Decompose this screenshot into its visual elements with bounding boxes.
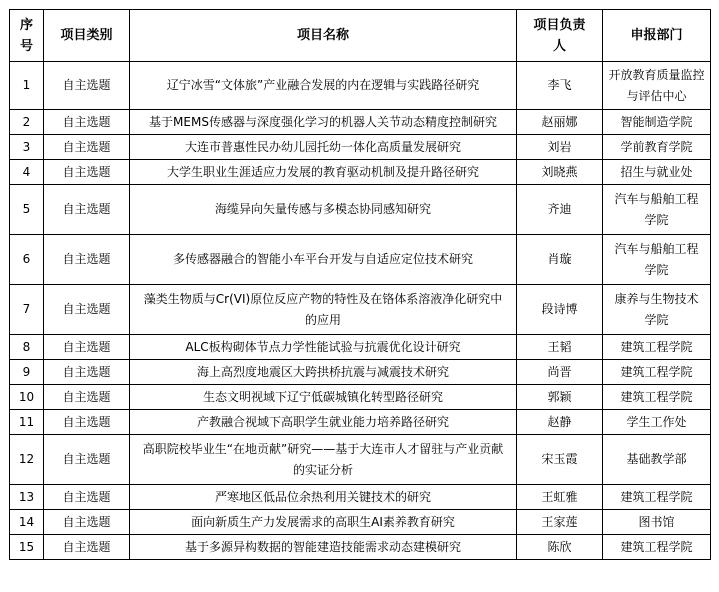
cell-leader: 赵静: [517, 410, 603, 435]
cell-category: 自主选题: [44, 110, 130, 135]
cell-dept: 建筑工程学院: [603, 485, 711, 510]
cell-category: 自主选题: [44, 335, 130, 360]
table-row: [10, 510, 711, 535]
cell-leader: 段诗博: [517, 285, 603, 335]
cell-no: 14: [10, 510, 44, 535]
cell-dept: 学前教育学院: [603, 135, 711, 160]
table-row: [10, 135, 711, 160]
cell-no: 15: [10, 535, 44, 560]
table-row: [10, 435, 711, 485]
cell-leader: 刘晓燕: [517, 160, 603, 185]
table-row: [10, 160, 711, 185]
header-leader: 项目负责人: [517, 10, 603, 62]
cell-name: 海缆异向矢量传感与多模态协同感知研究: [130, 185, 517, 235]
cell-dept: 康养与生物技术学院: [603, 285, 711, 335]
cell-name: 产教融合视域下高职学生就业能力培养路径研究: [130, 410, 517, 435]
header-category: 项目类别: [44, 10, 130, 62]
cell-name: 大连市普惠性民办幼儿园托幼一体化高质量发展研究: [130, 135, 517, 160]
cell-no: 4: [10, 160, 44, 185]
table-row: [10, 62, 711, 110]
table-row: [10, 185, 711, 235]
cell-leader: 郭颖: [517, 385, 603, 410]
cell-dept: 汽车与船舶工程学院: [603, 235, 711, 285]
table-row: [10, 285, 711, 335]
cell-dept: 图书馆: [603, 510, 711, 535]
cell-category: 自主选题: [44, 62, 130, 110]
cell-leader: 王家莲: [517, 510, 603, 535]
cell-name: 藻类生物质与Cr(VI)原位反应产物的特性及在铬体系溶液净化研究中的应用: [130, 285, 517, 335]
cell-dept: 建筑工程学院: [603, 360, 711, 385]
cell-leader: 尚晋: [517, 360, 603, 385]
cell-dept: 招生与就业处: [603, 160, 711, 185]
cell-category: 自主选题: [44, 485, 130, 510]
cell-leader: 王韬: [517, 335, 603, 360]
cell-leader: 肖璇: [517, 235, 603, 285]
project-table-container: [9, 9, 711, 560]
cell-leader: 陈欣: [517, 535, 603, 560]
cell-category: 自主选题: [44, 235, 130, 285]
cell-category: 自主选题: [44, 435, 130, 485]
cell-name: 大学生职业生涯适应力发展的教育驱动机制及提升路径研究: [130, 160, 517, 185]
header-no: 序号: [10, 10, 44, 62]
cell-dept: 智能制造学院: [603, 110, 711, 135]
table-row: [10, 535, 711, 560]
cell-category: 自主选题: [44, 360, 130, 385]
cell-dept: 学生工作处: [603, 410, 711, 435]
cell-leader: 宋玉霞: [517, 435, 603, 485]
cell-leader: 李飞: [517, 62, 603, 110]
cell-category: 自主选题: [44, 135, 130, 160]
cell-no: 6: [10, 235, 44, 285]
cell-leader: 赵丽娜: [517, 110, 603, 135]
cell-name: 严寒地区低品位余热利用关键技术的研究: [130, 485, 517, 510]
cell-name: 生态文明视域下辽宁低碳城镇化转型路径研究: [130, 385, 517, 410]
table-row: [10, 410, 711, 435]
cell-dept: 建筑工程学院: [603, 385, 711, 410]
cell-no: 7: [10, 285, 44, 335]
cell-name: ALC板构砌体节点力学性能试验与抗震优化设计研究: [130, 335, 517, 360]
cell-name: 基于多源异构数据的智能建造技能需求动态建模研究: [130, 535, 517, 560]
cell-name: 基于MEMS传感器与深度强化学习的机器人关节动态精度控制研究: [130, 110, 517, 135]
table-row: [10, 360, 711, 385]
cell-dept: 汽车与船舶工程学院: [603, 185, 711, 235]
cell-name: 面向新质生产力发展需求的高职生AI素养教育研究: [130, 510, 517, 535]
cell-name: 多传感器融合的智能小车平台开发与自适应定位技术研究: [130, 235, 517, 285]
cell-no: 10: [10, 385, 44, 410]
table-row: [10, 335, 711, 360]
cell-no: 9: [10, 360, 44, 385]
cell-no: 5: [10, 185, 44, 235]
cell-dept: 基础教学部: [603, 435, 711, 485]
table-row: [10, 235, 711, 285]
cell-leader: 齐迪: [517, 185, 603, 235]
cell-leader: 刘岩: [517, 135, 603, 160]
cell-dept: 建筑工程学院: [603, 535, 711, 560]
cell-category: 自主选题: [44, 535, 130, 560]
project-table: [9, 9, 711, 560]
table-row: [10, 385, 711, 410]
cell-name: 高职院校毕业生“在地贡献”研究——基于大连市人才留驻与产业贡献的实证分析: [130, 435, 517, 485]
cell-no: 1: [10, 62, 44, 110]
cell-category: 自主选题: [44, 385, 130, 410]
cell-no: 13: [10, 485, 44, 510]
cell-no: 2: [10, 110, 44, 135]
cell-dept: 开放教育质量监控与评估中心: [603, 62, 711, 110]
cell-no: 3: [10, 135, 44, 160]
cell-no: 8: [10, 335, 44, 360]
cell-category: 自主选题: [44, 185, 130, 235]
cell-category: 自主选题: [44, 510, 130, 535]
header-dept: 申报部门: [603, 10, 711, 62]
cell-name: 海上高烈度地震区大跨拱桥抗震与减震技术研究: [130, 360, 517, 385]
cell-no: 12: [10, 435, 44, 485]
header-row: [10, 10, 711, 62]
cell-name: 辽宁冰雪“文体旅”产业融合发展的内在逻辑与实践路径研究: [130, 62, 517, 110]
table-row: [10, 485, 711, 510]
cell-leader: 王虹雅: [517, 485, 603, 510]
cell-category: 自主选题: [44, 410, 130, 435]
cell-dept: 建筑工程学院: [603, 335, 711, 360]
header-name: 项目名称: [130, 10, 517, 62]
cell-category: 自主选题: [44, 285, 130, 335]
cell-category: 自主选题: [44, 160, 130, 185]
cell-no: 11: [10, 410, 44, 435]
table-row: [10, 110, 711, 135]
